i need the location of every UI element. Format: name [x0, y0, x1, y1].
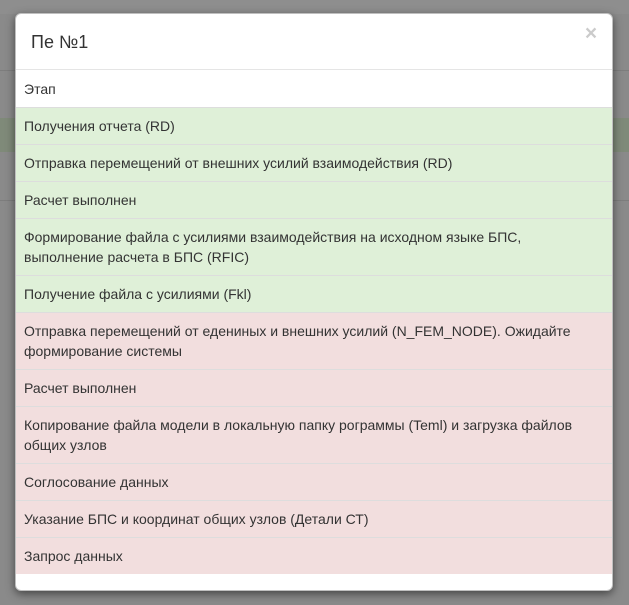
stage-cell: Копирование файла модели в локальную папку рограммы (Teml) и загрузка файлов общих узлов [16, 407, 612, 464]
table-row [16, 108, 612, 145]
stage-cell: Получения отчета (RD) [16, 108, 612, 145]
stage-cell: Запрос данных [16, 538, 612, 575]
table-row [16, 464, 612, 501]
stage-cell: Расчет выполнен [16, 370, 612, 407]
table-row [16, 219, 612, 276]
stage-cell: Соглосование данных [16, 464, 612, 501]
modal-title: Пе №1 [31, 32, 89, 52]
column-header-stage: Этап [16, 70, 612, 108]
stages-modal [15, 13, 613, 591]
close-button[interactable]: × [584, 22, 598, 45]
stages-table [16, 70, 612, 574]
table-row [16, 182, 612, 219]
stages-table-body [16, 108, 612, 575]
table-row [16, 538, 612, 575]
table-row [16, 370, 612, 407]
stage-cell: Расчет выполнен [16, 182, 612, 219]
stage-cell: Формирование файла с усилиями взаимодействия на исходном языке БПС, выполнение расчета в БПС (RFIC) [16, 219, 612, 276]
table-row [16, 313, 612, 370]
stage-cell: Указание БПС и координат общих узлов (Детали СТ) [16, 501, 612, 538]
table-row [16, 276, 612, 313]
backdrop-page-header [0, 0, 629, 14]
stage-cell: Отправка перемещений от едениных и внешних усилий (N_FEM_NODE). Ожидайте формирование системы [16, 313, 612, 370]
table-header-row [16, 70, 612, 108]
table-row [16, 407, 612, 464]
stage-cell: Получение файла с усилиями (Fkl) [16, 276, 612, 313]
stage-cell: Отправка перемещений от внешних усилий взаимодействия (RD) [16, 145, 612, 182]
modal-header [16, 14, 612, 70]
table-row [16, 501, 612, 538]
table-row [16, 145, 612, 182]
modal-body [16, 70, 612, 574]
